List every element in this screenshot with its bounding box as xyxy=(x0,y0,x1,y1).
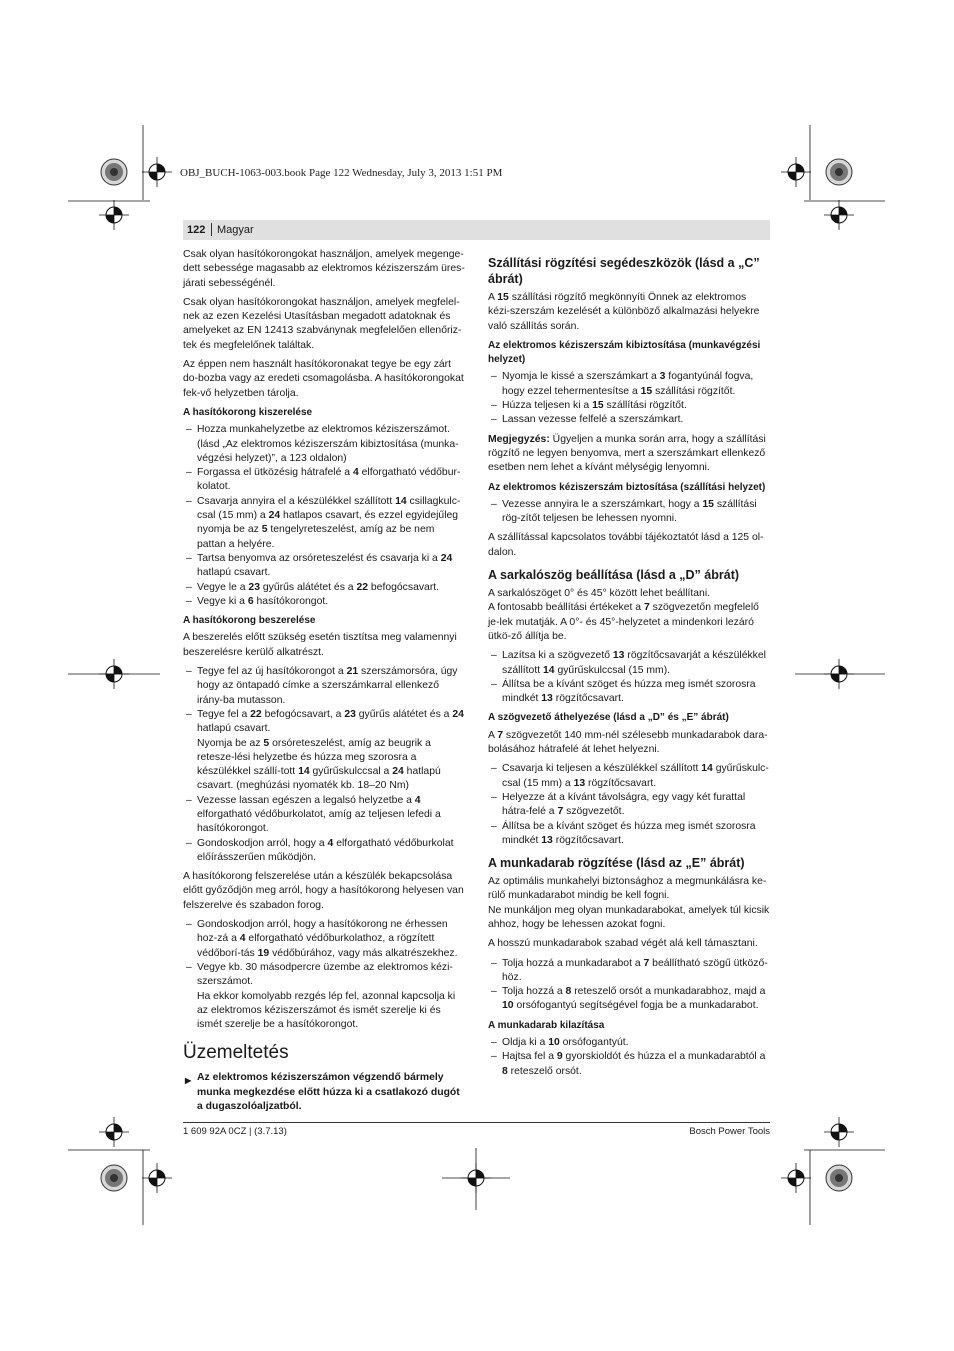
paragraph: Az optimális munkahelyi biztonsághoz a megmunkálásra ke-rülő munkadarabot mindig be kell fogni. Ne munkáljon meg olyan munkadarabokat, amelyek túl kicsik ahhoz, hogy be lehessen azokat fogni. xyxy=(488,876,770,930)
list-item: – Gondoskodjon arról, hogy a 4 elforgatható védőburkolat előírásszerűen működjön. xyxy=(183,837,465,866)
paragraph: A hosszú munkadarabok szabad végét alá kell támasztani. xyxy=(488,938,758,950)
section-heading: A munkadarab rögzítése (lásd az „E” ábrát) xyxy=(488,856,745,871)
section-heading: Szállítási rögzítési segédeszközök (lásd a „C” ábrát) xyxy=(488,256,760,286)
subsection-heading: A hasítókorong kiszerelése xyxy=(183,406,313,418)
right-column xyxy=(488,248,770,1084)
paragraph: Csak olyan hasítókorongokat használjon, amelyek megfelel-nek az ezen Kezelési Utasításban megadott adatoknak és amelyeket az EN 12413 szabványnak megfelelően ellenőriz-tek és megfelelőnek találtak. xyxy=(183,296,462,351)
paragraph: A 7 szögvezetőt 140 mm-nél szélesebb munkadarabok dara-bolásához hátrafelé át lehet helyezni. xyxy=(488,729,768,756)
bullet-list xyxy=(488,649,770,706)
bullet-list xyxy=(183,918,465,1032)
list-item: – Csavarja annyira el a készülékkel szállított 14 csillagkulc-csal (15 mm) a 24 hatlapos csavart, és ezzel egyidejűleg nyomja be az 5 tengelyreteszelést, amíg az be nem pattan a helyére. xyxy=(183,495,465,552)
paragraph: A szállítással kapcsolatos további tájékoztatót lásd a 125 ol-dalon. xyxy=(488,532,764,558)
bullet-list xyxy=(488,762,770,848)
subsection-heading: Az elektromos kéziszerszám kibiztosítása (munkavégzési helyzet) xyxy=(488,339,761,366)
paragraph: A beszerelés előtt szükség esetén tisztítsa meg valamennyi beszerelésre kerülő alkatrészt. xyxy=(183,632,457,658)
warning-triangle-icon: ▶ xyxy=(185,1076,192,1086)
list-item: – Oldja ki a 10 orsófogantyút. xyxy=(488,1036,770,1050)
list-item: – Tartsa benyomva az orsóreteszelést és csavarja ki a 24 hatlapú csavart. xyxy=(183,552,465,581)
subsection-heading: A szögvezető áthelyezése (lásd a „D” és „E” ábrát) xyxy=(488,712,729,724)
footer-brand: Bosch Power Tools xyxy=(689,1126,770,1137)
list-item: – Vezesse annyira le a szerszámkart, hogy a 15 szállítási rög-zítőt teljesen be lehessen nyomni. xyxy=(488,498,770,527)
left-column xyxy=(183,248,465,1114)
bullet-list xyxy=(488,370,770,427)
list-item: – Hozza munkahelyzetbe az elektromos kéziszerszámot. (lásd „Az elektromos kéziszerszám kibiztosítása (munka-végzési helyzet)”, a 123 oldalon) xyxy=(183,423,465,466)
subsection-heading: Az elektromos kéziszerszám biztosítása (szállítási helyzet) xyxy=(488,481,766,493)
list-item: – Állítsa be a kívánt szöget és húzza meg ismét szorosra mindkét 13 rögzítőcsavart. xyxy=(488,678,770,707)
print-slug: OBJ_BUCH-1063-003.book Page 122 Wednesday, July 3, 2013 1:51 PM xyxy=(180,167,503,179)
list-item: – Csavarja ki teljesen a készülékkel szállított 14 gyűrűskulc-csal (15 mm) a 13 rögzítőcsavart. xyxy=(488,762,770,791)
list-item: – Vegye le a 23 gyűrűs alátétet és a 22 befogócsavart. xyxy=(183,581,465,595)
bullet-list xyxy=(488,498,770,527)
list-item: – Állítsa be a kívánt szöget és húzza meg ismét szorosra mindkét 13 rögzítőcsavart. xyxy=(488,820,770,849)
list-item: – Forgassa el ütközésig hátrafelé a 4 elforgatható védőbur-kolatot. xyxy=(183,466,465,495)
list-item: – Vezesse lassan egészen a legalsó helyzetbe a 4 elforgatható védőburkolatot, amíg az teljesen lefedi a hasítókorongot. xyxy=(183,794,465,837)
page-header xyxy=(183,220,770,240)
page-number: 122 xyxy=(187,224,206,236)
list-item: – Vegye kb. 30 másodpercre üzembe az elektromos kézi-szerszámot. Ha ekkor komolyabb rezgés lép fel, azonnal kapcsolja ki az elektromos kéziszerszámot és ismét szerelje ki és ismét szerelje be a hasítókorongot. xyxy=(183,961,465,1032)
section-heading: A sarkalószög beállítása (lásd a „D” ábrát) xyxy=(488,568,740,583)
list-item: – Tegye fel a 22 befogócsavart, a 23 gyűrűs alátétet és a 24 hatlapú csavart. Nyomja be az 5 orsóreteszelést, amíg az beugrik a retesze-lési helyzetbe és húzza meg szorosra a készülékkel szállí-tott 14 gyűrűskulccsal a 24 hatlapú csavart. (meghúzási nyomaték kb. 18–20 Nm) xyxy=(183,708,465,794)
section-title: Üzemeltetés xyxy=(183,1042,289,1064)
paragraph: A 15 szállítási rögzítő megkönnyíti Önnek az elektromos kézi-szerszám kezelését a különböző alkalmazási helyekre való szállítás során. xyxy=(488,292,760,332)
paragraph: Az éppen nem használt hasítókoronakat tegye be egy zárt do-bozba vagy az eredeti csomagolásba. A hasítókorongokat fek-vő helyzetben tárolja. xyxy=(183,359,464,399)
list-item: – Tegye fel az új hasítókorongot a 21 szerszámorsóra, úgy hogy az öntapadó címke a szerszámkarral ellenkező irány-ba mutasson. xyxy=(183,665,465,708)
header-divider xyxy=(211,223,212,236)
paragraph: A sarkalószöget 0° és 45° között lehet beállítani. A fontosabb beállítási értékeket a 7 szögvezetőn megfelelő je-lek mutatják. A 0°- és 45°-helyzetet a mindenkori lezáró ütkö-ző állítja be. xyxy=(488,588,759,642)
footer-rule xyxy=(183,1122,770,1123)
paragraph: A hasítókorong felszerelése után a készülék bekapcsolása előtt győződjön meg arról, hogy a hasítókorong helyesen van felszerelve és szabadon forog. xyxy=(183,871,464,911)
list-item: – Vegye ki a 6 hasítókorongot. xyxy=(183,595,465,609)
list-item: – Helyezze át a kívánt távolságra, egy vagy két furattal hátra-felé a 7 szögvezetőt. xyxy=(488,791,770,820)
list-item: – Nyomja le kissé a szerszámkart a 3 fogantyúnál fogva, hogy ezzel tehermentesítse a 15 szállítási rögzítőt. xyxy=(488,370,770,399)
bullet-list xyxy=(488,957,770,1014)
safety-warning: ▶ Az elektromos kéziszerszámon végzendő bármely munka megkezdése előtt húzza ki a csatlakozó dugót a dugaszolóaljzatból. xyxy=(185,1072,460,1113)
list-item: – Gondoskodjon arról, hogy a hasítókorong ne érhessen hoz-zá a 4 elforgatható védőburkolathoz, a rögzített védőborí-tás 19 védőbúrához, vagy más alkatrészekhez. xyxy=(183,918,465,961)
subsection-heading: A munkadarab kilazítása xyxy=(488,1019,605,1031)
footer-doc-number: 1 609 92A 0CZ | (3.7.13) xyxy=(183,1126,287,1137)
bullet-list xyxy=(183,423,465,609)
list-item: – Lassan vezesse felfelé a szerszámkart. xyxy=(488,413,770,427)
bullet-list xyxy=(183,665,465,865)
paragraph: Megjegyzés: Ügyeljen a munka során arra, hogy a szállítási rögzítő ne legyen benyomva, mert a szerszámkart ellenkező esetben nem lehet a kívánt mélységig lenyomni. xyxy=(488,433,766,474)
paragraph: Csak olyan hasítókorongokat használjon, amelyek megenge-dett sebessége magasabb az elektromos kéziszerszám üres-járati sebességénél. xyxy=(183,249,465,289)
list-item: – Tolja hozzá a munkadarabot a 7 beállítható szögű ütköző-höz. xyxy=(488,957,770,986)
list-item: – Lazítsa ki a szögvezető 13 rögzítőcsavarját a készülékkel szállított 14 gyűrűskulccsal (15 mm). xyxy=(488,649,770,678)
bullet-list xyxy=(488,1036,770,1079)
subsection-heading: A hasítókorong beszerelése xyxy=(183,615,316,627)
header-language: Magyar xyxy=(217,224,254,236)
list-item: – Tolja hozzá a 8 reteszelő orsót a munkadarabhoz, majd a 10 orsófogantyú segítségével fogja be a munkadarabot. xyxy=(488,985,770,1014)
list-item: – Hajtsa fel a 9 gyorskioldót és húzza el a munkadarabtól a 8 reteszelő orsót. xyxy=(488,1050,770,1079)
list-item: – Húzza teljesen ki a 15 szállítási rögzítőt. xyxy=(488,399,770,413)
